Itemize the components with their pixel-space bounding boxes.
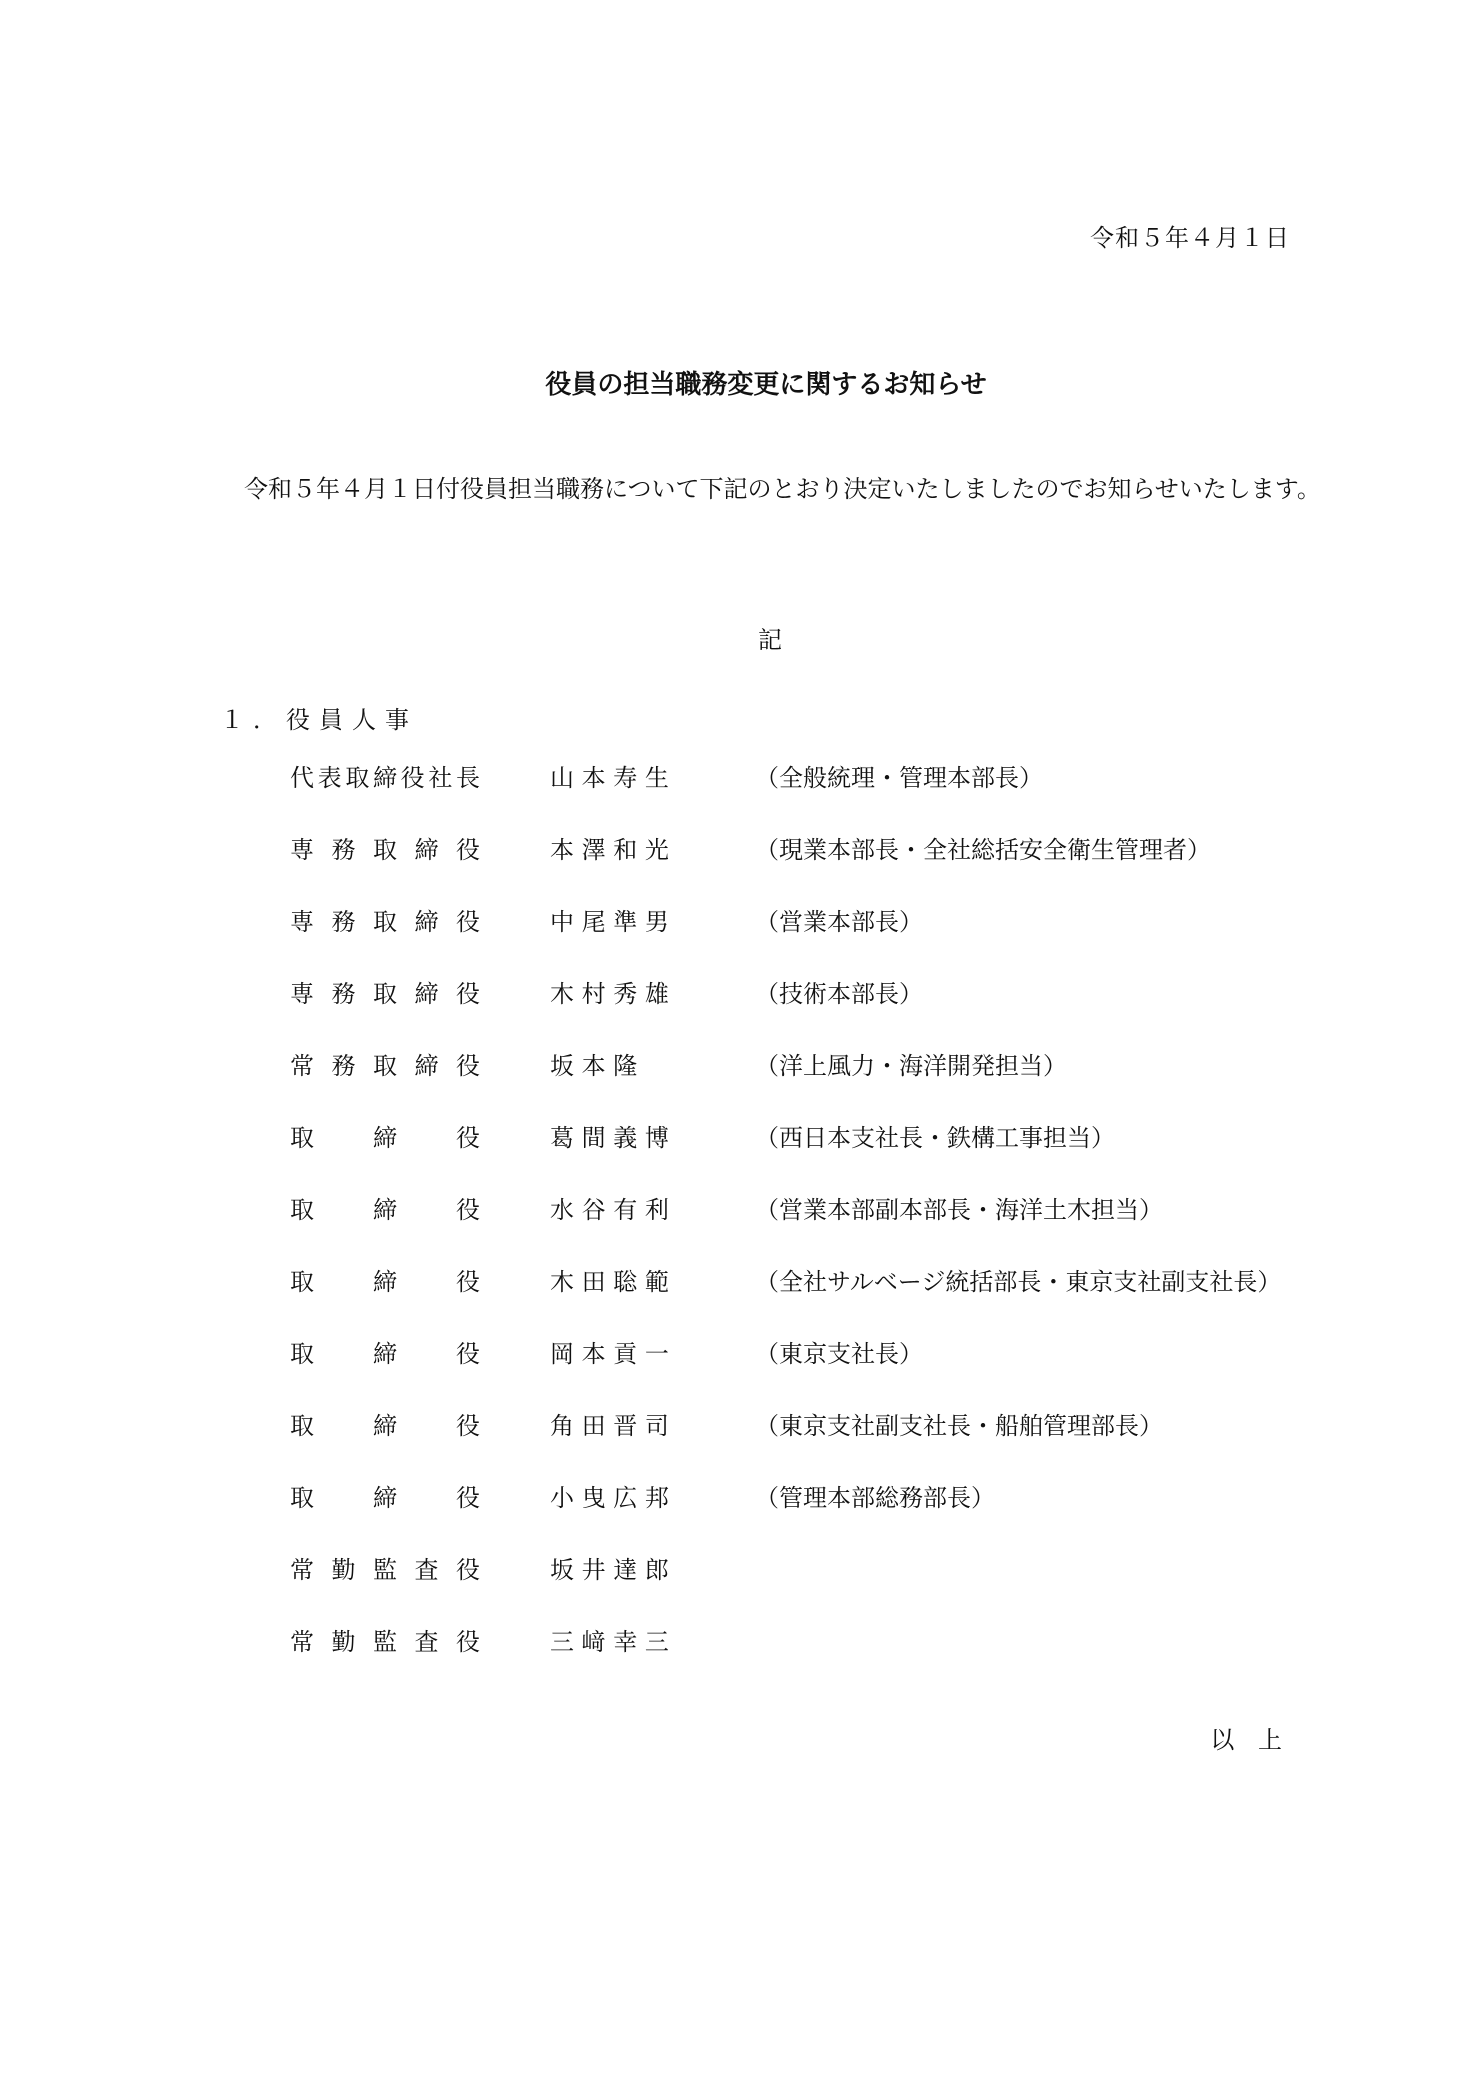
officer-position: 専務取締役	[290, 980, 480, 1008]
officer-name: 坂 本 隆	[550, 1052, 638, 1080]
officer-list	[290, 758, 1350, 1694]
officer-name: 角 田 晋 司	[550, 1412, 669, 1440]
officer-name: 葛 間 義 博	[550, 1124, 669, 1152]
officer-row	[290, 1118, 1350, 1190]
officer-row	[290, 1622, 1350, 1694]
section-heading: １．役員人事	[220, 706, 418, 734]
officer-name: 本 澤 和 光	[550, 836, 669, 864]
officer-name: 中 尾 準 男	[550, 908, 669, 936]
officer-position: 取締役	[290, 1412, 480, 1440]
officer-duty: （西日本支社長・鉄構工事担当）	[755, 1124, 1115, 1152]
officer-row	[290, 1406, 1350, 1478]
officer-duty: （全社サルベージ統括部長・東京支社副支社長）	[755, 1268, 1282, 1296]
officer-duty: （技術本部長）	[755, 980, 923, 1008]
officer-row	[290, 1190, 1350, 1262]
officer-name: 岡 本 貢 一	[550, 1340, 669, 1368]
officer-position: 取締役	[290, 1484, 480, 1512]
officer-position: 常務取締役	[290, 1052, 480, 1080]
officer-duty: （営業本部長）	[755, 908, 923, 936]
officer-duty: （洋上風力・海洋開発担当）	[755, 1052, 1067, 1080]
officer-position: 常勤監査役	[290, 1556, 480, 1584]
officer-row	[290, 974, 1350, 1046]
officer-position: 専務取締役	[290, 908, 480, 936]
officer-row	[290, 1334, 1350, 1406]
officer-row	[290, 1550, 1350, 1622]
officer-row	[290, 1046, 1350, 1118]
officer-row	[290, 1478, 1350, 1550]
officer-duty: （東京支社副支社長・船舶管理部長）	[755, 1412, 1163, 1440]
officer-position: 取締役	[290, 1340, 480, 1368]
officer-row	[290, 758, 1350, 830]
document-title: 役員の担当職務変更に関するお知らせ	[545, 370, 987, 400]
officer-name: 山 本 寿 生	[550, 764, 669, 792]
officer-position: 取締役	[290, 1124, 480, 1152]
officer-duty: （営業本部副本部長・海洋土木担当）	[755, 1196, 1163, 1224]
intro-paragraph: 令和５年４月１日付役員担当職務について下記のとおり決定いたしましたのでお知らせいたします。	[244, 475, 1321, 503]
officer-name: 木 田 聡 範	[550, 1268, 669, 1296]
officer-name: 木 村 秀 雄	[550, 980, 669, 1008]
closing-mark: 以 上	[1210, 1726, 1290, 1754]
officer-row	[290, 902, 1350, 974]
officer-duty: （東京支社長）	[755, 1340, 923, 1368]
officer-position: 取締役	[290, 1268, 480, 1296]
officer-duty: （現業本部長・全社総括安全衛生管理者）	[755, 836, 1211, 864]
officer-name: 三 﨑 幸 三	[550, 1628, 669, 1656]
officer-position: 常勤監査役	[290, 1628, 480, 1656]
officer-position: 代表取締役社長	[290, 764, 480, 792]
officer-name: 小 曳 広 邦	[550, 1484, 669, 1512]
officer-position: 専務取締役	[290, 836, 480, 864]
officer-duty: （管理本部総務部長）	[755, 1484, 995, 1512]
document-date: 令和５年４月１日	[1090, 224, 1290, 252]
officer-name: 水 谷 有 利	[550, 1196, 669, 1224]
officer-row	[290, 1262, 1350, 1334]
officer-duty: （全般統理・管理本部長）	[755, 764, 1043, 792]
ki-marker: 記	[758, 626, 782, 654]
officer-name: 坂 井 達 郎	[550, 1556, 669, 1584]
officer-position: 取締役	[290, 1196, 480, 1224]
officer-row	[290, 830, 1350, 902]
